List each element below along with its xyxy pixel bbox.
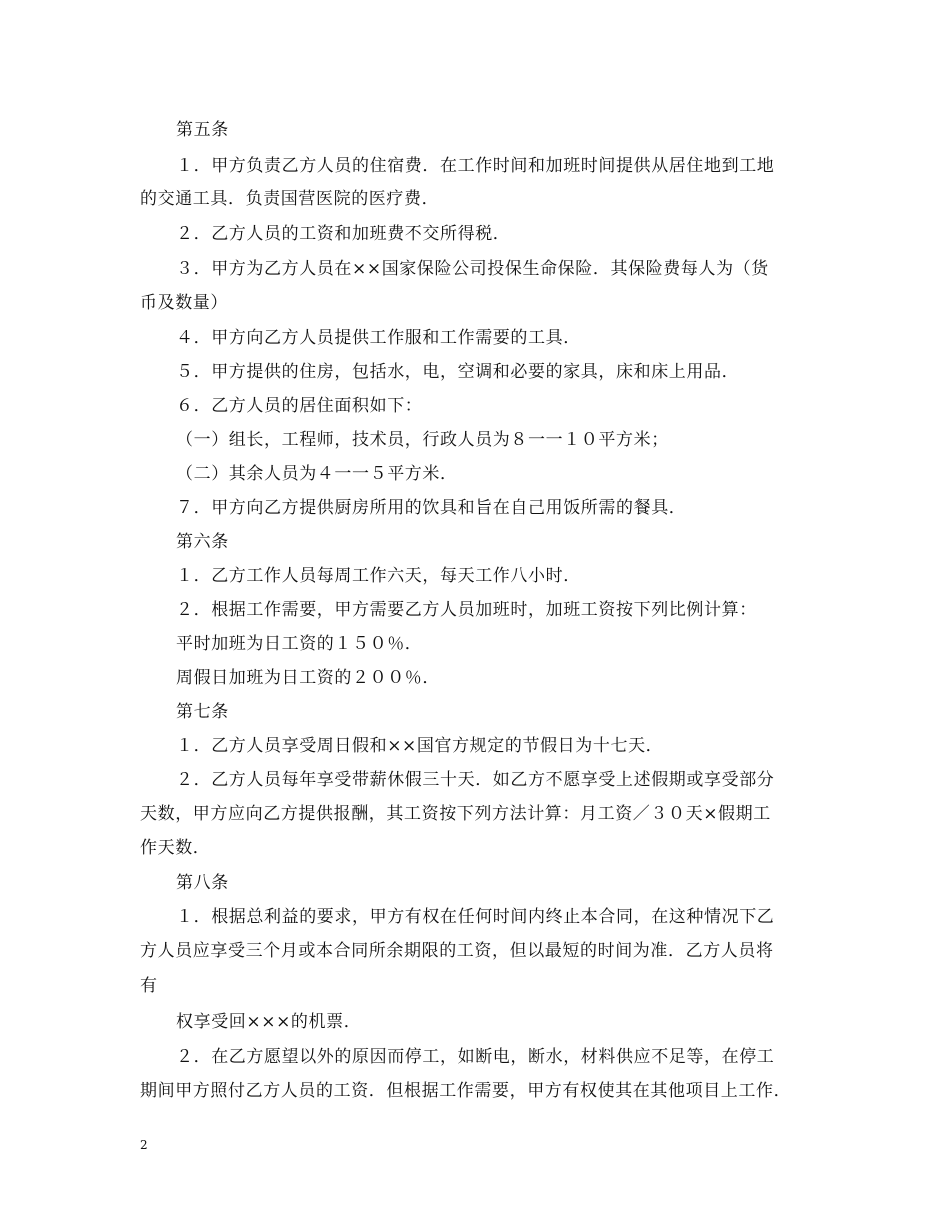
paragraph-line: １．根据总利益的要求，甲方有权在任何时间内终止本合同，在这种情况下乙	[176, 907, 775, 927]
article-5-heading: 第五条	[176, 120, 229, 140]
paragraph-line: （二）其余人员为４一一５平方米．	[176, 464, 458, 484]
paragraph-line: ６．乙方人员的居住面积如下：	[176, 396, 423, 416]
paragraph-line: ２．在乙方愿望以外的原因而停工，如断电，断水，材料供应不足等，在停工	[176, 1047, 775, 1067]
paragraph-line: 周假日加班为日工资的２００％．	[176, 668, 440, 688]
paragraph-line: 有	[140, 976, 158, 996]
article-8-heading: 第八条	[176, 873, 229, 893]
paragraph-line: 的交通工具．负责国营医院的医疗费．	[140, 189, 440, 209]
paragraph-line: ２．乙方人员每年享受带薪休假三十天．如乙方不愿享受上述假期或享受部分	[176, 770, 775, 790]
paragraph-line: １．乙方人员享受周日假和××国官方规定的节假日为十七天．	[176, 736, 664, 756]
paragraph-line: 方人员应享受三个月或本合同所余期限的工资，但以最短的时间为准．乙方人员将	[140, 941, 774, 961]
paragraph-line: 天数，甲方应向乙方提供报酬，其工资按下列方法计算：月工资／３０天×假期工	[140, 804, 771, 824]
paragraph-line: 币及数量）	[140, 293, 228, 313]
paragraph-line: ２．乙方人员的工资和加班费不交所得税．	[176, 224, 511, 244]
article-6-heading: 第六条	[176, 532, 229, 552]
paragraph-line: ２．根据工作需要，甲方需要乙方人员加班时，加班工资按下列比例计算：	[176, 600, 757, 620]
paragraph-line: １．甲方负责乙方人员的住宿费．在工作时间和加班时间提供从居住地到工地	[176, 156, 775, 176]
paragraph-line: 期间甲方照付乙方人员的工资．但根据工作需要，甲方有权使其在其他项目上工作．	[140, 1081, 792, 1101]
paragraph-line: 作天数．	[140, 838, 211, 858]
paragraph-line: ５．甲方提供的住房，包括水，电，空调和必要的家具，床和床上用品．	[176, 362, 740, 382]
paragraph-line: （一）组长，工程师，技术员，行政人员为８一一１０平方米；	[176, 430, 669, 450]
article-7-heading: 第七条	[176, 702, 229, 722]
paragraph-line: １．乙方工作人员每周工作六天，每天工作八小时．	[176, 566, 581, 586]
page-number: 2	[140, 1138, 148, 1152]
paragraph-line: ３．甲方为乙方人员在××国家保险公司投保生命保险．其保险费每人为（货	[176, 259, 769, 279]
paragraph-line: 平时加班为日工资的１５０％．	[176, 634, 423, 654]
paragraph-line: ４．甲方向乙方人员提供工作服和工作需要的工具．	[176, 328, 581, 348]
paragraph-line: ７．甲方向乙方提供厨房所用的饮具和旨在自己用饭所需的餐具．	[176, 498, 687, 518]
paragraph-line: 权享受回×××的机票．	[176, 1012, 362, 1032]
